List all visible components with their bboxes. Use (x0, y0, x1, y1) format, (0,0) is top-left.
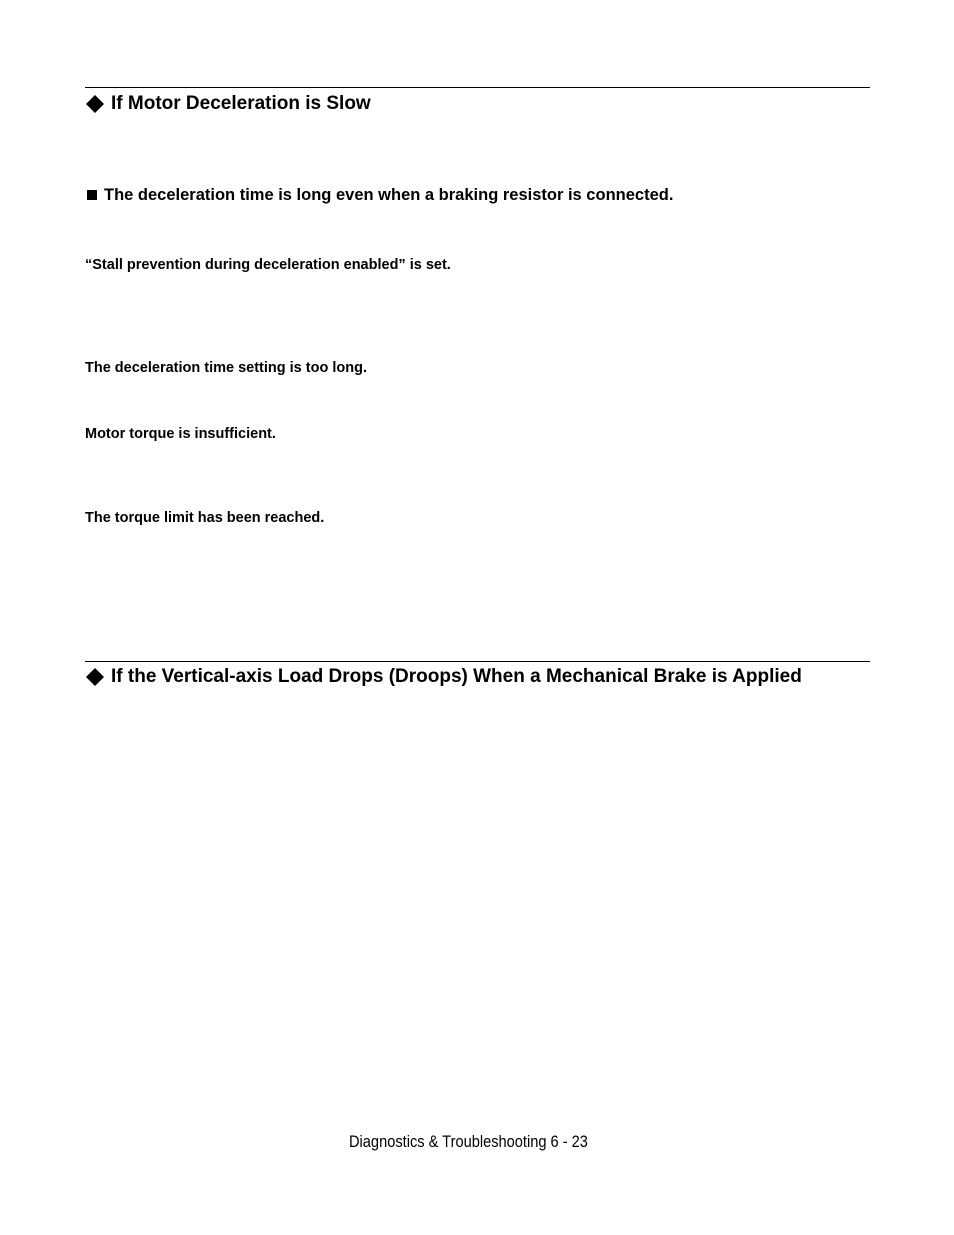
section-heading-text: If the Vertical-axis Load Drops (Droops) When a Mechanical Brake is Applied (111, 666, 802, 687)
cause-torque-limit-reached: The torque limit has been reached. (85, 510, 325, 526)
cause-stall-prevention: “Stall prevention during deceleration enabled” is set. (85, 257, 451, 273)
page-footer: Diagnostics & Troubleshooting 6 - 23 (349, 1132, 588, 1151)
square-icon (87, 190, 97, 200)
diamond-icon (85, 667, 105, 687)
section-divider (85, 87, 870, 88)
section-heading-vertical-axis-load (85, 666, 802, 688)
subheading-text: The deceleration time is long even when a braking resistor is connected. (104, 186, 674, 204)
diamond-icon (85, 94, 105, 114)
subheading-deceleration-time (85, 185, 673, 205)
section-heading-text: If Motor Deceleration is Slow (111, 93, 371, 114)
cause-deceleration-time-too-long: The deceleration time setting is too long. (85, 360, 367, 376)
section-divider (85, 661, 870, 662)
cause-motor-torque-insufficient: Motor torque is insufficient. (85, 426, 276, 442)
section-heading-motor-deceleration (85, 93, 371, 115)
